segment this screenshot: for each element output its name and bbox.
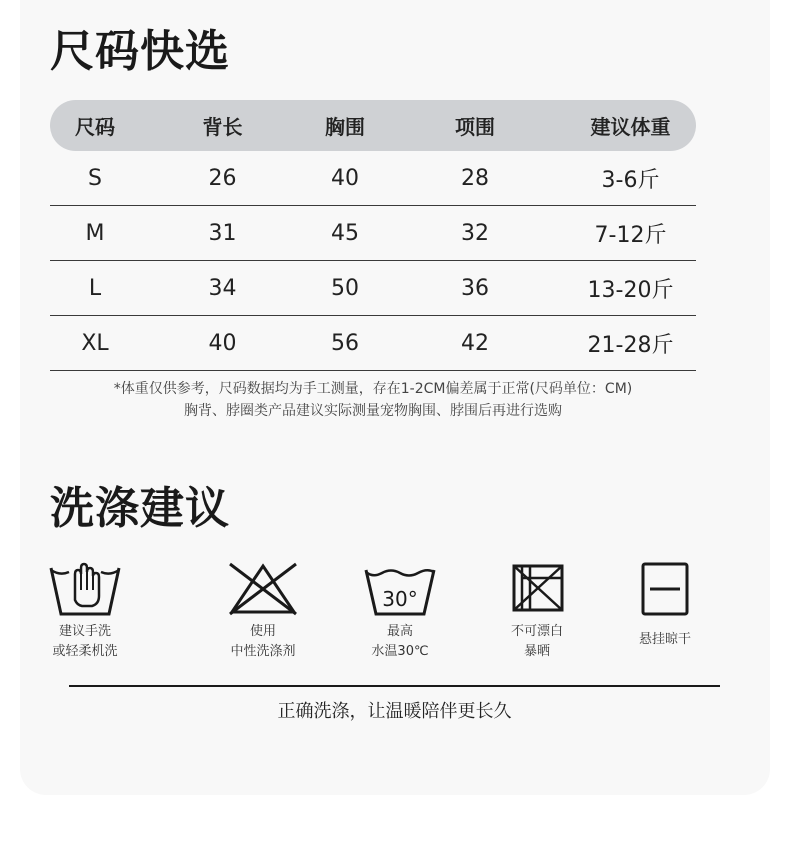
care-label-line1: 建议手洗 <box>58 624 111 639</box>
size-note-line2: 胸背、脖圈类产品建议实际测量宠物胸围、脖围后再进行选购 <box>184 403 562 419</box>
cell-size: L <box>88 275 102 301</box>
cell-back-length: 26 <box>208 165 237 191</box>
cell-weight: 7-12斤 <box>594 222 667 248</box>
cell-neck: 42 <box>461 330 489 356</box>
cell-size: M <box>85 220 105 246</box>
header-weight: 建议体重 <box>590 115 671 139</box>
cell-back-length: 40 <box>208 330 237 356</box>
header-chest: 胸围 <box>325 115 365 139</box>
care-item-no-bleach-sun <box>477 560 597 662</box>
care-icons <box>50 560 700 670</box>
table-row <box>50 261 696 316</box>
care-label-line1: 悬挂晾干 <box>638 632 691 647</box>
no-bleach-icon <box>226 560 300 616</box>
size-table <box>50 100 696 371</box>
care-label-line2: 暴晒 <box>523 644 550 659</box>
header-back-length: 背长 <box>202 115 243 139</box>
cell-back-length: 34 <box>208 275 237 301</box>
care-label-line2: 中性洗涤剂 <box>230 644 296 659</box>
table-row <box>50 206 696 261</box>
care-section-title: 洗涤建议 <box>50 483 230 534</box>
cell-chest: 56 <box>331 330 359 356</box>
cell-weight: 13-20斤 <box>587 277 674 303</box>
wash-temp-label: 30° <box>382 587 418 611</box>
table-row <box>50 151 696 206</box>
cell-size: XL <box>81 330 109 356</box>
cell-size: S <box>88 165 102 191</box>
cell-neck: 32 <box>461 220 489 246</box>
care-item-hang-dry <box>605 560 725 650</box>
header-neck: 项围 <box>455 115 495 139</box>
care-item-hand-wash <box>25 560 145 662</box>
hang-dry-icon <box>628 560 702 616</box>
size-note-line1: *体重仅供参考，尺码数据均为手工测量，存在1-2CM偏差属于正常(尺码单位：CM) <box>113 381 633 397</box>
care-label-line2: 或轻柔机洗 <box>52 644 118 659</box>
size-note <box>50 378 696 422</box>
care-label-line1: 使用 <box>249 624 276 639</box>
cell-chest: 50 <box>331 275 359 301</box>
care-footer-text: 正确洗涤，让温暖陪伴更长久 <box>277 701 512 722</box>
cell-chest: 45 <box>331 220 359 246</box>
cell-chest: 40 <box>331 165 359 191</box>
cell-weight: 21-28斤 <box>587 332 674 358</box>
care-item-no-bleach <box>203 560 323 662</box>
no-tumble-dry-icon <box>500 560 574 616</box>
header-size: 尺码 <box>75 115 115 139</box>
cell-neck: 36 <box>461 275 489 301</box>
care-item-wash-30 <box>340 560 460 662</box>
hand-wash-icon <box>48 560 122 616</box>
table-row <box>50 316 696 371</box>
cell-back-length: 31 <box>208 220 237 246</box>
size-table-header <box>50 100 696 151</box>
care-label-line1: 不可漂白 <box>510 624 563 639</box>
wash-30-icon <box>363 560 437 616</box>
footer-divider <box>69 685 720 687</box>
care-label-line1: 最高 <box>386 624 413 639</box>
care-label-line2: 水温30℃ <box>371 644 429 659</box>
size-section-title: 尺码快选 <box>50 26 230 77</box>
cell-weight: 3-6斤 <box>601 167 660 193</box>
cell-neck: 28 <box>461 165 489 191</box>
